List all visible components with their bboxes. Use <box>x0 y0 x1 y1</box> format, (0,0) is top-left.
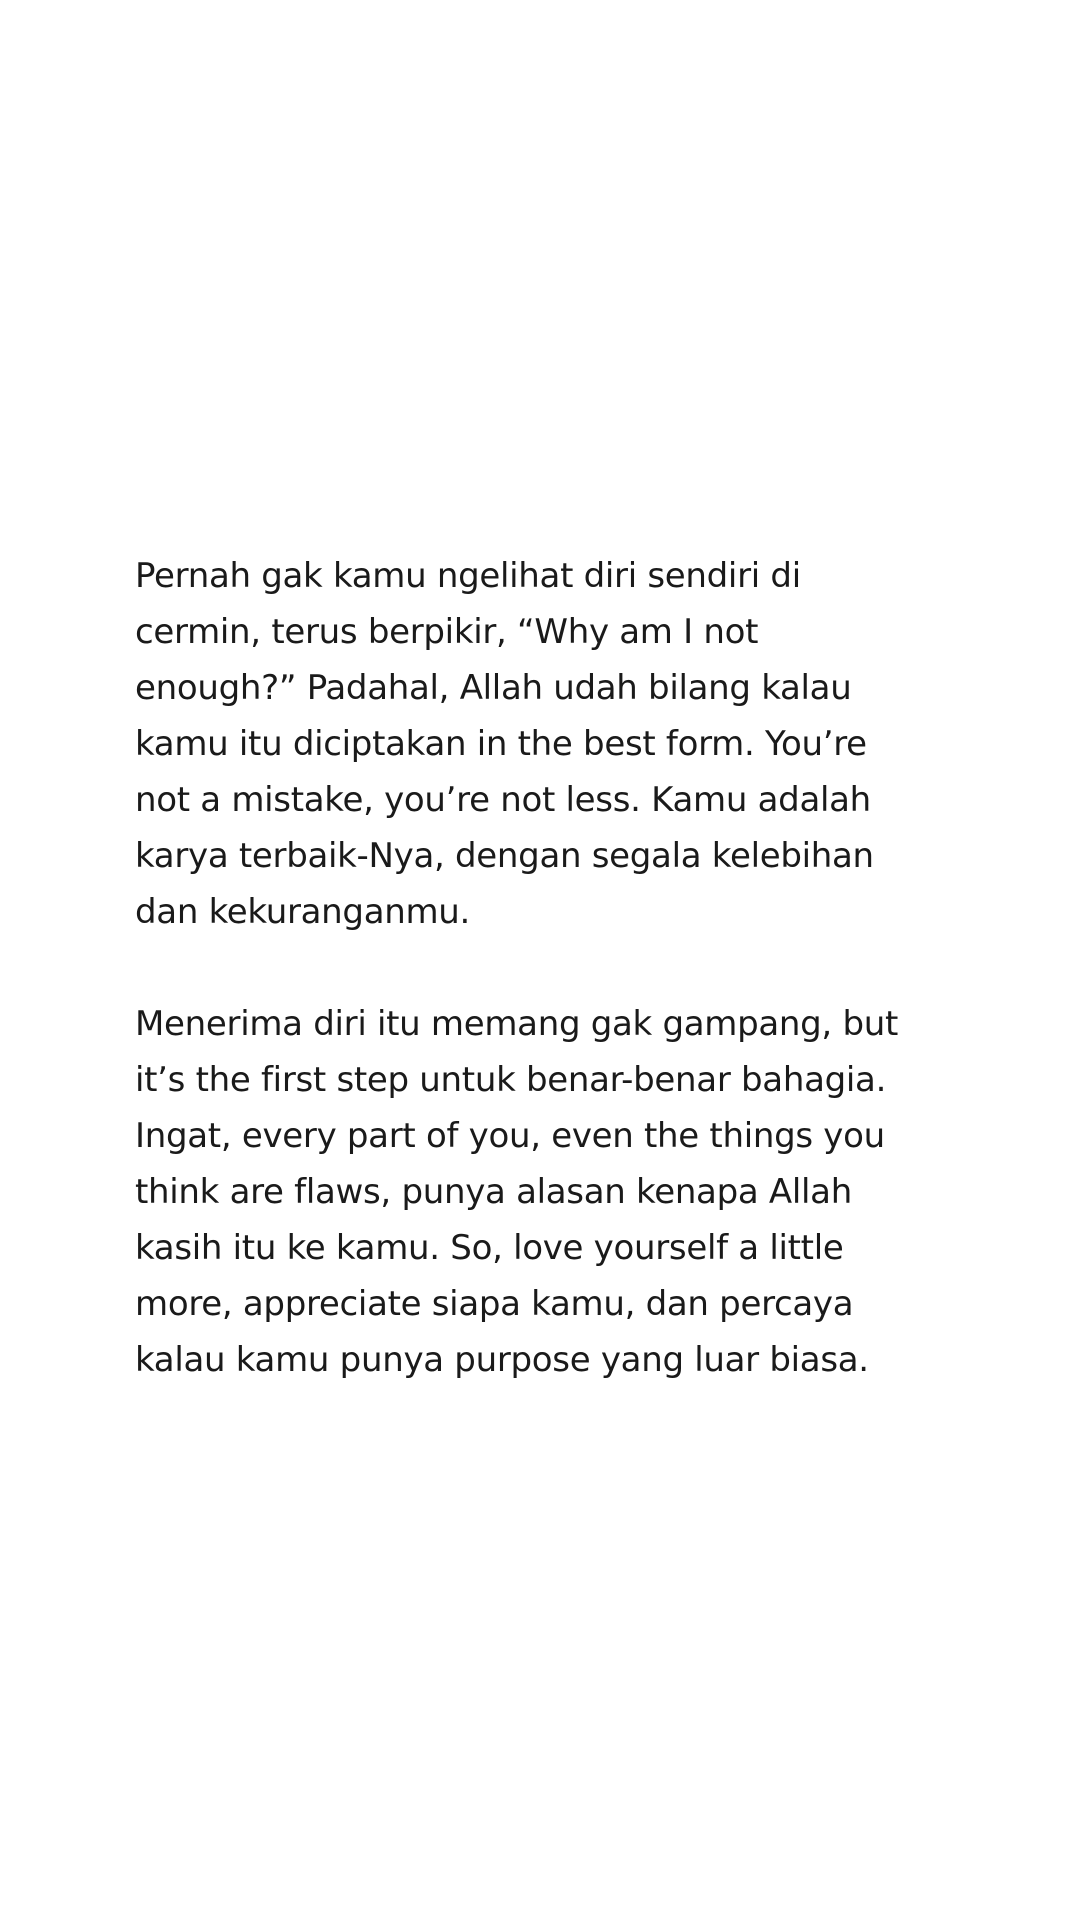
paragraph-spacer <box>135 940 965 996</box>
text-line: Pernah gak kamu ngelihat diri sendiri di <box>135 556 801 596</box>
text-line: kamu itu diciptakan in the best form. You’re <box>135 724 867 764</box>
text-line: kasih itu ke kamu. So, love yourself a little <box>135 1228 844 1268</box>
text-line: think are flaws, punya alasan kenapa Allah <box>135 1172 852 1212</box>
text-line: Ingat, every part of you, even the things you <box>135 1116 885 1156</box>
text-line: kalau kamu punya purpose yang luar biasa. <box>135 1340 869 1380</box>
text-line: dan kekuranganmu. <box>135 892 471 932</box>
text-line: cermin, terus berpikir, “Why am I not <box>135 612 759 652</box>
text-body <box>135 548 965 1388</box>
text-line: enough?” Padahal, Allah udah bilang kalau <box>135 668 852 708</box>
text-line: Menerima diri itu memang gak gampang, but <box>135 1004 899 1044</box>
text-line: it’s the first step untuk benar-benar bahagia. <box>135 1060 887 1100</box>
paragraph-2 <box>135 996 965 1388</box>
text-line: not a mistake, you’re not less. Kamu adalah <box>135 780 871 820</box>
text-line: more, appreciate siapa kamu, dan percaya <box>135 1284 854 1324</box>
text-line: karya terbaik-Nya, dengan segala kelebihan <box>135 836 874 876</box>
paragraph-1 <box>135 548 965 940</box>
